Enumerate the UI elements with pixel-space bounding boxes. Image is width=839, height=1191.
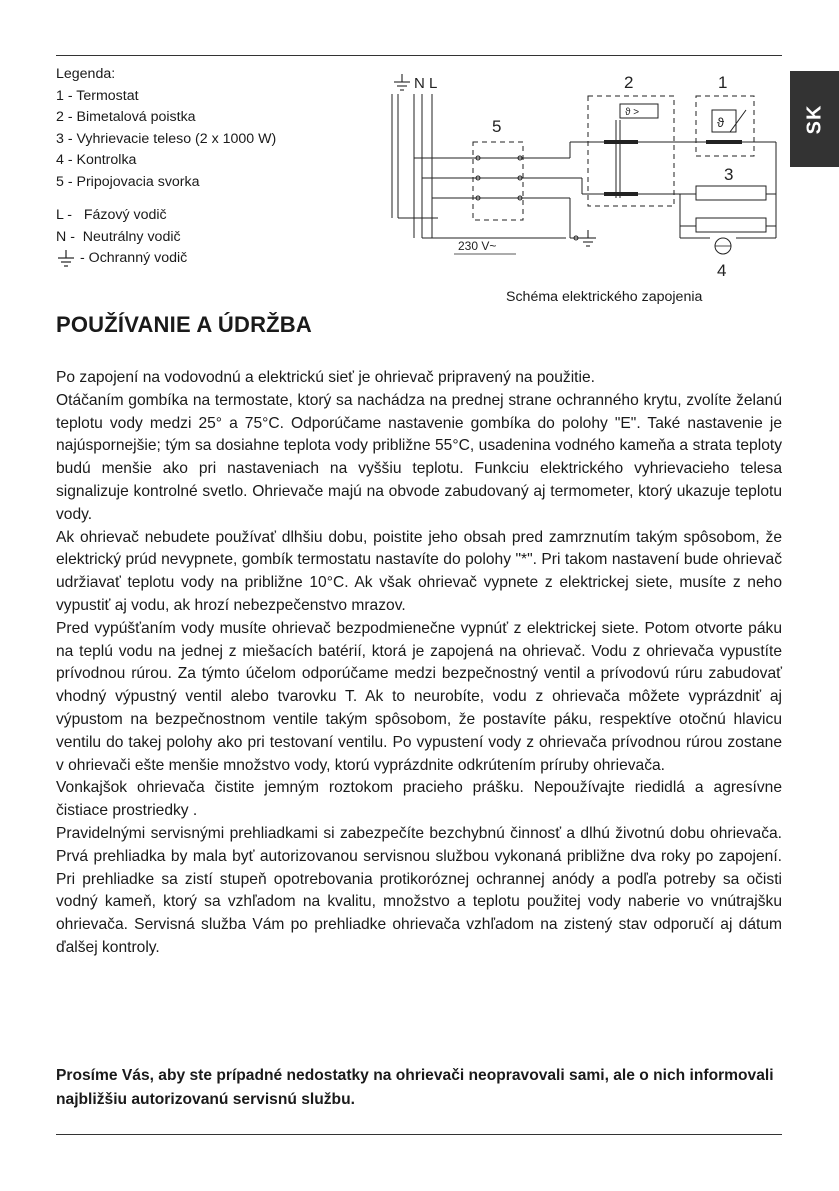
legend-item: 1 - Termostat <box>56 87 139 104</box>
legend-title: Legenda: <box>56 66 116 82</box>
legend <box>56 64 276 270</box>
terminal-block-5 <box>473 142 523 220</box>
legend-wire-phase: L - Fázový vodič <box>56 207 167 223</box>
paragraph: Otáčaním gombíka na termostate, ktorý sa nachádza na prednej strane ochranného krytu, zvolíte želanú teplotu vody medzi 25° a 75°C. Odporúčame nastavenie gombíka do polohy "E". Také nastavenie je najúspornejšie; tým sa dosiahne teplota vody približne 55°C, usadenina vodného kameňa a strata teploty budú menšie ako pri nastaveniach na vyššiu teplotu. Funkciu elektrického vyhrievacieho telesa signalizuje kontrolné svetlo. Ohrievače majú na obvode zabudovaný aj termometer, ktorý ukazuje teplotu vody. <box>56 391 782 523</box>
paragraph: Vonkajšok ohrievača čistite jemným roztokom pracieho prášku. Nepoužívajte riedidlá a agresívne čistiace prostriedky . <box>56 779 782 820</box>
heater-3b <box>696 218 766 232</box>
bottom-rule <box>56 1134 782 1135</box>
voltage-label: 230 V~ <box>458 239 497 253</box>
label-2: 2 <box>624 73 634 92</box>
diagram-caption: Schéma elektrického zapojenia <box>506 289 703 305</box>
paragraph: Po zapojení na vodovodnú a elektrickú sieť je ohrievač pripravený na použitie. <box>56 369 595 386</box>
label-1: 1 <box>718 73 728 92</box>
legend-item: 5 - Pripojovacia svorka <box>56 173 200 190</box>
svg-text:ϑ: ϑ <box>717 115 725 130</box>
label-3: 3 <box>724 165 734 184</box>
language-tab-label: SK <box>802 104 825 134</box>
ground-symbol-lower <box>580 230 596 246</box>
body-text <box>56 367 782 960</box>
label-5: 5 <box>492 117 502 136</box>
heater-3 <box>696 186 766 200</box>
legend-item: 3 - Vyhrievacie teleso (2 x 1000 W) <box>56 130 277 147</box>
paragraph: Ak ohrievač nebudete používať dlhšiu dobu, poistite jeho obsah pred zamrznutím takým spôsobom, že elektrický prúd nevypnete, gombík termostatu nastavíte do polohy "*". Pri takom nastavení bude ohrievač udržiavať teplotu vody na približne 10°C. Ak však ohrievač vypnete z elektrickej siete, musíte z neho vypustiť aj vodu, ak hrozí nebezpečenstvo mrazov. <box>56 528 782 614</box>
notice-text: Prosíme Vás, aby ste prípadné nedostatky na ohrievači neopravovali sami, ale o nich informovali najbližšiu autorizovanú servisnú službu. <box>56 1067 774 1108</box>
paragraph: Pravidelnými servisnými prehliadkami si zabezpečíte bezchybnú činnosť a dlhú životnú dobu ohrievača. Prvá prehliadka by mala byť autorizovanou servisnou službou vykonaná približne dva roky po zapojení. Pri prehliadke sa zistí stupeň opotrebovania protikoróznej ochrannej anódy a podľa potreby sa očisti vodný kameň, ktorý sa vzhľadom na kvalitu, množstvo a teplotu použitej vody naberie vo vnútrajšku ohrievača. Servisná služba Vám po prehliadke ohrievača vzhľadom na zistený stav odporučí aj dátum ďalšej kontroly. <box>56 824 782 956</box>
legend-item: 4 - Kontrolka <box>56 152 137 168</box>
terminal-labels: N L <box>414 75 438 92</box>
service-notice <box>56 1064 782 1112</box>
paragraph: Pred vypúšťaním vody musíte ohrievač bezpodmienečne vypnúť z elektrickej siete. Potom otvorte páku na teplú vodu na jednej z miešacích batérií, ktorá je zapojená na ohrievač. Vodu z ohrievača vypustíte prívodnou rúrou. Za týmto účelom odporúčame medzi bezpečnostný ventil a prívodovú rúru zabudovať vhodný výpustný ventil alebo tvarovku T. Ak to neurobíte, vodu z ohrievača môžete vyprázdniť aj výpustom na bezpečnostnom ventile takým spôsobom, že postavíte páku, respektíve otočnú hlavicu ventilu do takej polohy ako pri testovaní ventilu. Po vypustení vody z ohrievača prívodnou rúrou zostane v ohrievači ešte menšie množstvo vody, ktorú vyprázdnite odkrútením príruby ohrievača. <box>56 619 782 774</box>
label-4: 4 <box>717 261 727 280</box>
legend-ground-label: - Ochranný vodič <box>80 250 188 266</box>
ground-icon <box>56 249 76 269</box>
legend-item: 2 - Bimetalová poistka <box>56 109 196 125</box>
wiring-diagram <box>380 66 780 281</box>
thermostat-1 <box>696 96 754 156</box>
ground-symbol <box>394 74 410 90</box>
legend-wire-neutral: N - Neutrálny vodič <box>56 228 181 245</box>
section-heading: POUŽÍVANIE A ÚDRŽBA <box>56 312 312 337</box>
top-rule <box>56 55 782 56</box>
language-tab <box>790 71 839 167</box>
legend-wire-ground <box>56 248 276 270</box>
svg-text:ϑ >: ϑ > <box>625 107 640 118</box>
